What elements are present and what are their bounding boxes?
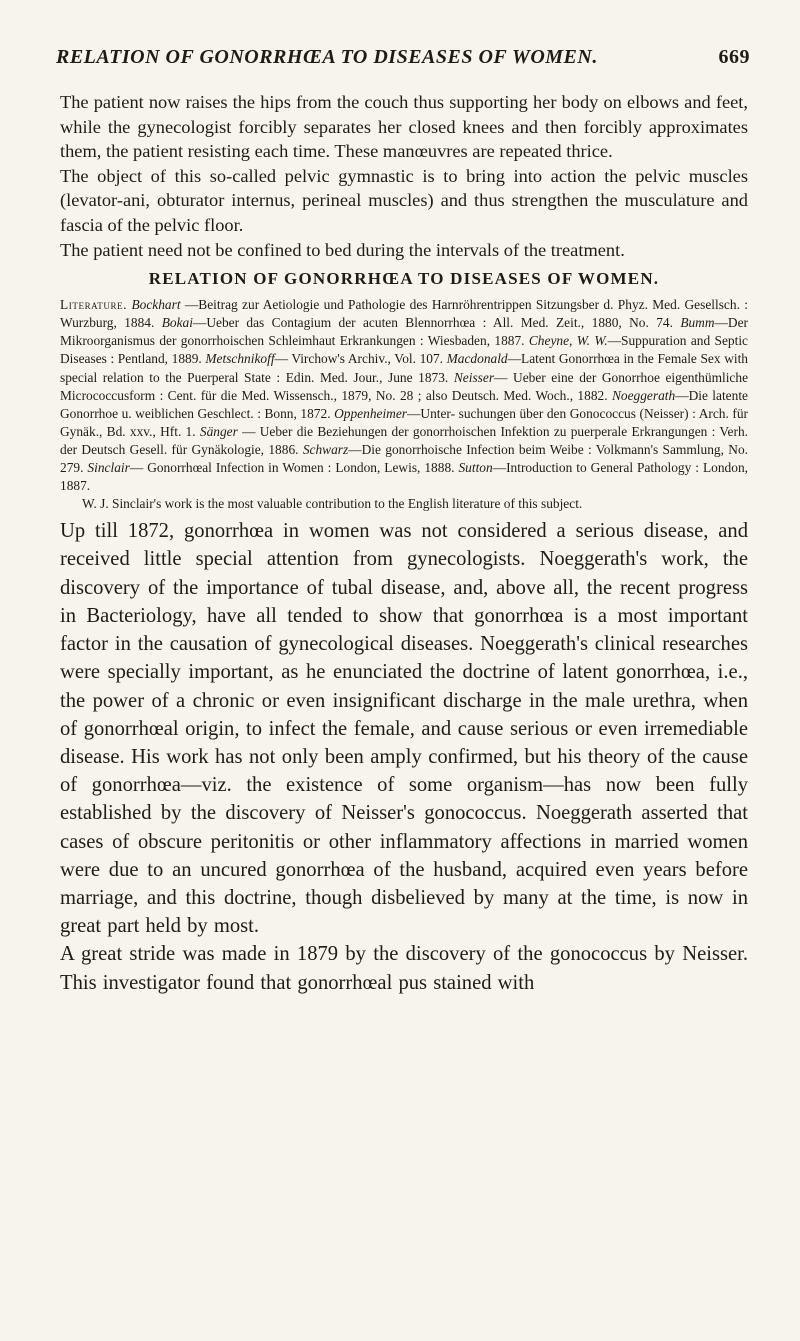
lit-author: Bokai xyxy=(161,315,193,331)
running-header xyxy=(56,46,750,69)
lit-author: Metschnikoff xyxy=(205,351,275,367)
lit-author: Noeggerath xyxy=(611,387,676,403)
lit-author: Sutton xyxy=(458,460,493,475)
lit-citation: — Gonorrhœal Infection in Women : London, Lewis, 1888. xyxy=(129,460,459,475)
lit-author: Oppenheimer xyxy=(334,405,408,421)
lit-citation: —Die latente Gonorrhoe u. weiblichen Geschlect. : Bonn, 1872. xyxy=(60,387,748,421)
lit-citation: —Der Mikroorganismus der gonorrhoischen Schleimhaut Erkrankungen : Wiesbaden, 1887. xyxy=(60,315,748,349)
lit-citation: — Ueber eine der Gonorrhoe eigenthümliche Micrococcusform : Cent. für die Med. Wissensch., 1879, No. 28 ; also Deutsch. Med. Woch., 1882. xyxy=(60,369,749,403)
lit-author: Neisser xyxy=(453,369,495,385)
lit-author: Schwarz xyxy=(302,441,349,457)
lit-citation: —Latent Gonorrhœa in the Female Sex with special relation to the Puerperal State : Edin. Med. Jour., June 1873. xyxy=(60,351,748,385)
main-paragraph-1: Up till 1872, gonorrhœa in women was not considered a serious disease, and received little special attention from gynecologists. Noeggerath's work, the discovery of the importance of tubal disease, and, above all, the recent progress in Bacteriology, have all tended to show that gonorrhœa is a most important factor in the causation of gynecological diseases. Noeggerath's clinical researches were specially important, as he enunciated the doctrine of latent gonorrhœa, i.e., the power of a chronic or even insignificant discharge in the male urethra, when of gonorrhœal origin, to infect the female, and cause serious or even irremediable disease. His work has not only been amply confirmed, but his theory of the cause of gonorrhœa—viz. the existence of some organism—has now been fully established by the discovery of Neisser's gonococcus. Noeggerath asserted that cases of obscure peritonitis or other inflammatory affections in married women were due to an uncured gonorrhœa of the husband, acquired even years before marriage, and this doctrine, though disbelieved by many at the time, is now in great part held by most. xyxy=(60,520,748,938)
lit-citation: —Beitrag zur Aetiologie und Pathologie des Harnröhrentrippen Sitzungsber d. Phyz. Med. Gesellsch. : Wurzburg, 1884. xyxy=(60,297,748,331)
page-content xyxy=(60,90,748,997)
section-heading: RELATION OF GONORRHŒA TO DISEASES OF WOMEN. xyxy=(148,269,660,289)
intro-paragraph-1: The patient now raises the hips from the couch thus supporting her body on elbows and feet, while the gynecologist forcibly separates her closed knees and then forcibly approximates them, the patient resisting each time. These manœuvres are repeated thrice. xyxy=(60,92,748,162)
literature-lead: Literature. xyxy=(60,297,128,313)
lit-author: Cheyne, W. W. xyxy=(528,333,608,349)
main-paragraph-2: A great stride was made in 1879 by the discovery of the gonococcus by Neisser. This investigator found that gonorrhœal pus stained with xyxy=(60,943,748,994)
lit-citation: — Ueber die Beziehungen der gonorrhoischen Infektion zu puerperale Erkrangungen : Verh. der Deutsch Gesell. für Gynäkologie, 1886. xyxy=(60,423,748,457)
lit-citation: —Die gonorrhoische Infection beim Weibe : Volkmann's Sammlung, No. 279. xyxy=(60,441,748,475)
lit-citation: —Ueber das Contagium der acuten Blennorrhœa : All. Med. Zeit., 1880, No. 74. xyxy=(192,315,681,331)
intro-paragraph-3: The patient need not be confined to bed during the intervals of the treatment. xyxy=(60,239,625,260)
literature-list xyxy=(60,296,748,495)
intro-paragraph-2: The object of this so-called pelvic gymnastic is to bring into action the pelvic muscles (levator-ani, obturator internus, perineal muscles) and thus strengthen the musculature and fascia of the pelvic floor. xyxy=(60,165,748,235)
lit-author: Macdonald xyxy=(446,351,508,367)
lit-author: Bumm xyxy=(680,315,715,331)
running-title: RELATION OF GONORRHŒA TO DISEASES OF WOMEN. xyxy=(56,46,598,68)
literature-note: W. J. Sinclair's work is the most valuable contribution to the English literature of this subject. xyxy=(82,496,583,512)
lit-citation: —Introduction to General Pathology : London, 1887. xyxy=(60,460,748,494)
lit-author: Sänger xyxy=(199,423,238,439)
lit-citation: —Suppuration and Septic Diseases : Pentland, 1889. xyxy=(60,333,748,367)
lit-citation: — Virchow's Archiv., Vol. 107. xyxy=(274,351,447,367)
lit-citation: —Unter- suchungen über den Gonococcus (Neisser) : Arch. für Gynäk., Bd. xxv., Hft. 1. xyxy=(60,405,748,439)
lit-author: Bockhart xyxy=(131,297,181,313)
lit-author: Sinclair xyxy=(87,460,130,475)
page-number: 669 xyxy=(718,46,750,68)
